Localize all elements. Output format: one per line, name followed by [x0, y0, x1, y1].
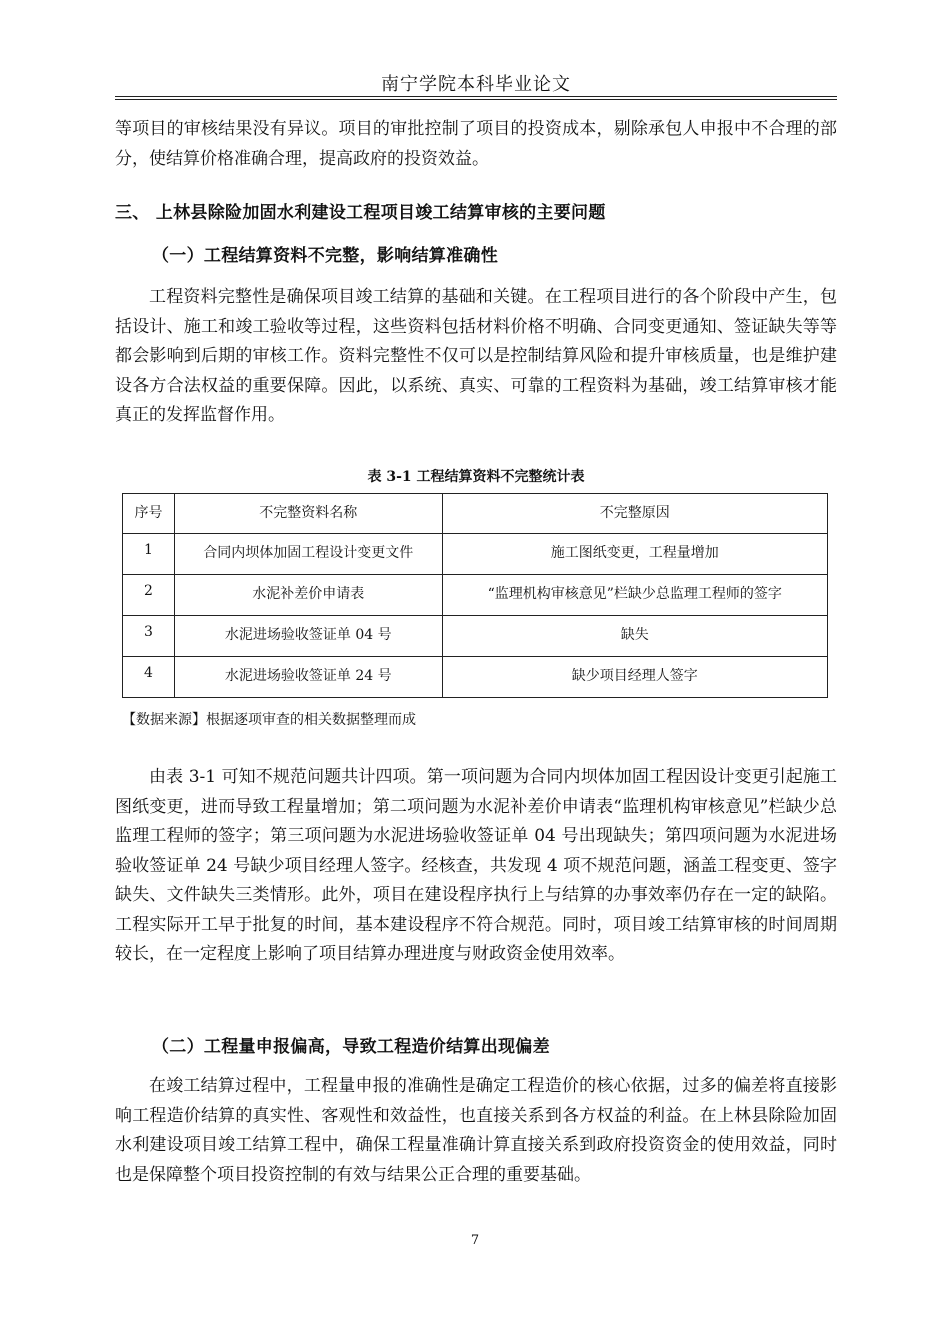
column-header-reason: 不完整原因 — [442, 494, 827, 534]
cell-reason: 缺少项目经理人签字 — [442, 657, 827, 698]
header-rule — [115, 96, 837, 97]
cell-reason: “监理机构审核意见”栏缺少总监理工程师的签字 — [442, 575, 827, 616]
table-header-row — [123, 494, 828, 534]
paragraph-data-completeness: 工程资料完整性是确保项目竣工结算的基础和关键。在工程项目进行的各个阶段中产生，包括设计、施工和竣工验收等过程，这些资料包括材料价格不明确、合同变更通知、签证缺失等等都会影响到后期的审核工作。资料完整性不仅可以是控制结算风险和提升审核质量，也是维护建设各方合法权益的重要保障。因此，以系统、真实、可靠的工程资料为基础，竣工结算审核才能真正的发挥监督作用。 — [115, 287, 837, 425]
column-header-index: 序号 — [123, 494, 175, 534]
cell-name: 合同内坝体加固工程设计变更文件 — [174, 534, 442, 575]
table-row — [123, 534, 828, 575]
cell-index: 4 — [123, 657, 175, 698]
cell-name: 水泥补差价申请表 — [174, 575, 442, 616]
table-caption: 表 3-1 工程结算资料不完整统计表 — [367, 469, 585, 485]
cell-name: 水泥进场验收签证单 24 号 — [174, 657, 442, 698]
page-header-title: 南宁学院本科毕业论文 — [381, 74, 571, 95]
table-source-note: 【数据来源】根据逐项审查的相关数据整理而成 — [122, 712, 416, 728]
table-row — [123, 657, 828, 698]
cell-index: 3 — [123, 616, 175, 657]
cell-index: 2 — [123, 575, 175, 616]
incomplete-data-table — [122, 493, 828, 698]
paragraph-continuation: 等项目的审核结果没有异议。项目的审批控制了项目的投资成本，剔除承包人申报中不合理的部分，使结算价格准确合理，提高政府的投资效益。 — [115, 119, 837, 169]
table-row — [123, 616, 828, 657]
page-number: 7 — [470, 1233, 480, 1248]
paragraph-quantity-accuracy: 在竣工结算过程中，工程量申报的准确性是确定工程造价的核心依据，过多的偏差将直接影响工程造价结算的真实性、客观性和效益性，也直接关系到各方权益的利益。在上林县除险加固水利建设项目竣工结算工程中，确保工程量准确计算直接关系到政府投资资金的使用效益，同时也是保障整个项目投资控制的有效与结果公正合理的重要基础。 — [115, 1076, 837, 1185]
header-rule-thin — [115, 99, 837, 100]
subsection-heading-2: （二）工程量申报偏高，导致工程造价结算出现偏差 — [152, 1037, 550, 1057]
cell-reason: 缺失 — [442, 616, 827, 657]
cell-reason: 施工图纸变更，工程量增加 — [442, 534, 827, 575]
cell-index: 1 — [123, 534, 175, 575]
section-heading: 三、 上林县除险加固水利建设工程项目竣工结算审核的主要问题 — [115, 203, 606, 223]
subsection-heading-1: （一）工程结算资料不完整，影响结算准确性 — [152, 246, 498, 266]
paragraph-table-analysis: 由表 3-1 可知不规范问题共计四项。第一项问题为合同内坝体加固工程因设计变更引起施工图纸变更，进而导致工程量增加；第二项问题为水泥补差价申请表“监理机构审核意见”栏缺少总监理工程师的签字；第三项问题为水泥进场验收签证单 04 号出现缺失；第四项问题为水泥进场验收签证单 24 号缺少项目经理人签字。经核查，共发现 4 项不规范问题，涵盖工程变更、签字缺失、文件缺失三类情形。此外，项目在建设程序执行上与结算的办事效率仍存在一定的缺陷。工程实际开工早于批复的时间，基本建设程序不符合规范。同时，项目竣工结算审核的时间周期较长，在一定程度上影响了项目结算办理进度与财政资金使用效率。 — [115, 767, 837, 964]
table-row — [123, 575, 828, 616]
cell-name: 水泥进场验收签证单 04 号 — [174, 616, 442, 657]
column-header-name: 不完整资料名称 — [174, 494, 442, 534]
